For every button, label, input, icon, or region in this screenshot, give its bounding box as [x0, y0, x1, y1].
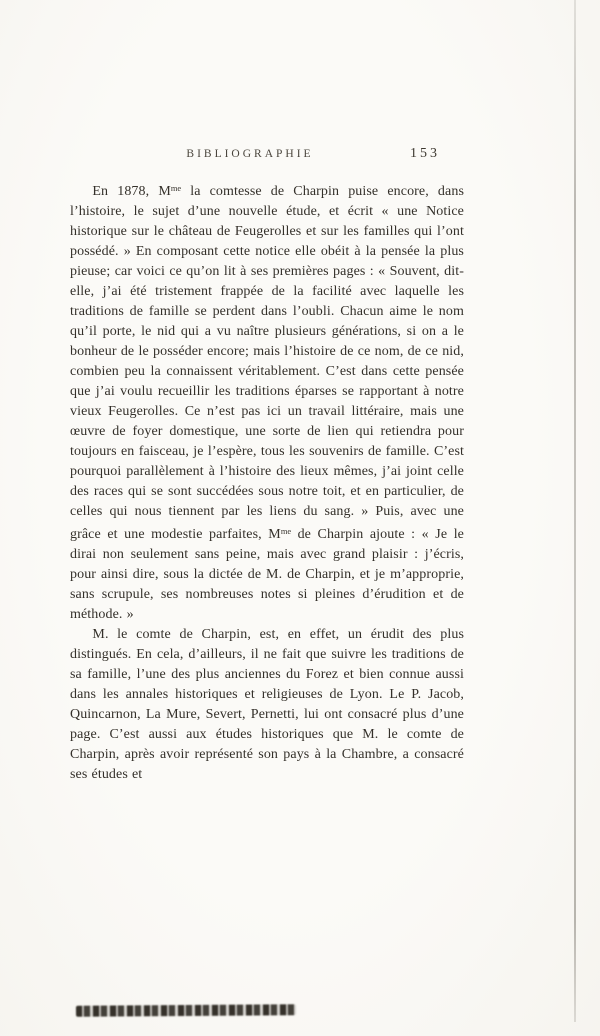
- scan-edge-line: [574, 0, 576, 1022]
- page-number: 153: [410, 146, 440, 161]
- body-text: [70, 179, 464, 785]
- page-header: [70, 148, 464, 166]
- running-title: BIBLIOGRAPHIE: [186, 148, 314, 160]
- paragraph: M. le comte de Charpin, est, en effet, un érudit des plus distingués. En cela, d’ailleurs, il ne fait que suivre les traditions de sa famille, l’une des plus anciennes du Forez et bien connue aussi dans les annales historiques et religieuses de Lyon. Le P. Jacob, Quincarnon, La Mure, Severt, Pernetti, lui ont consacré plus d’une page. C’est aussi aux études historiques que M. le comte de Charpin, après avoir représenté son pays à la Chambre, a consacré ses études et: [70, 626, 464, 782]
- text-block: [70, 148, 464, 785]
- paragraph: En 1878, $M^{me}$ la comtesse de Charpin puise encore, dans l’histoire, le sujet d’une nouvelle étude, et écrit « une Notice historique sur le château de Feugerolles et sur les familles qui l’ont possédé. » En composant cette notice elle obéit à la pensée la plus pieuse; car voici ce qu’on lit à ses premières pages : « Souvent, dit-elle, j’ai été tristement frappée de la facilité avec laquelle les traditions de famille se perdent dans l’oubli. Chacun aime le nom qu’il porte, le nid qui a vu naître plusieurs générations, si on a le bonheur de le posséder encore; mais l’histoire de ce nom, de ce nid, combien peu la connaissent véritablement. C’est dans cette pensée que j’ai voulu recueillir les traditions éparses se rapportant à notre vieux Feugerolles. Ce n’est pas ici un travail littéraire, mais une œuvre de foyer domestique, une sorte de lien qui retiendra pour toujours en faisceau, je l’espère, tous les souvenirs de famille. C’est pourquoi parallèlement à l’histoire des lieux mêmes, j’ai joint celle des races qui se sont succédées sous notre toit, et en particulier, de celles qui nous tiennent par les liens du sang. » Puis, avec une grâce et une modestie parfaites, $M^{me}$ de Charpin ajoute : « Je le dirai non seulement sans peine, mais avec grand plaisir : j’écris, pour ainsi dire, sous la dictée de M. de Charpin, et je m’approprie, sans scrupule, ses nombreuses notes si pleines d’érudition et de méthode. »: [70, 183, 464, 622]
- bottom-scan-artifact: [76, 1004, 296, 1017]
